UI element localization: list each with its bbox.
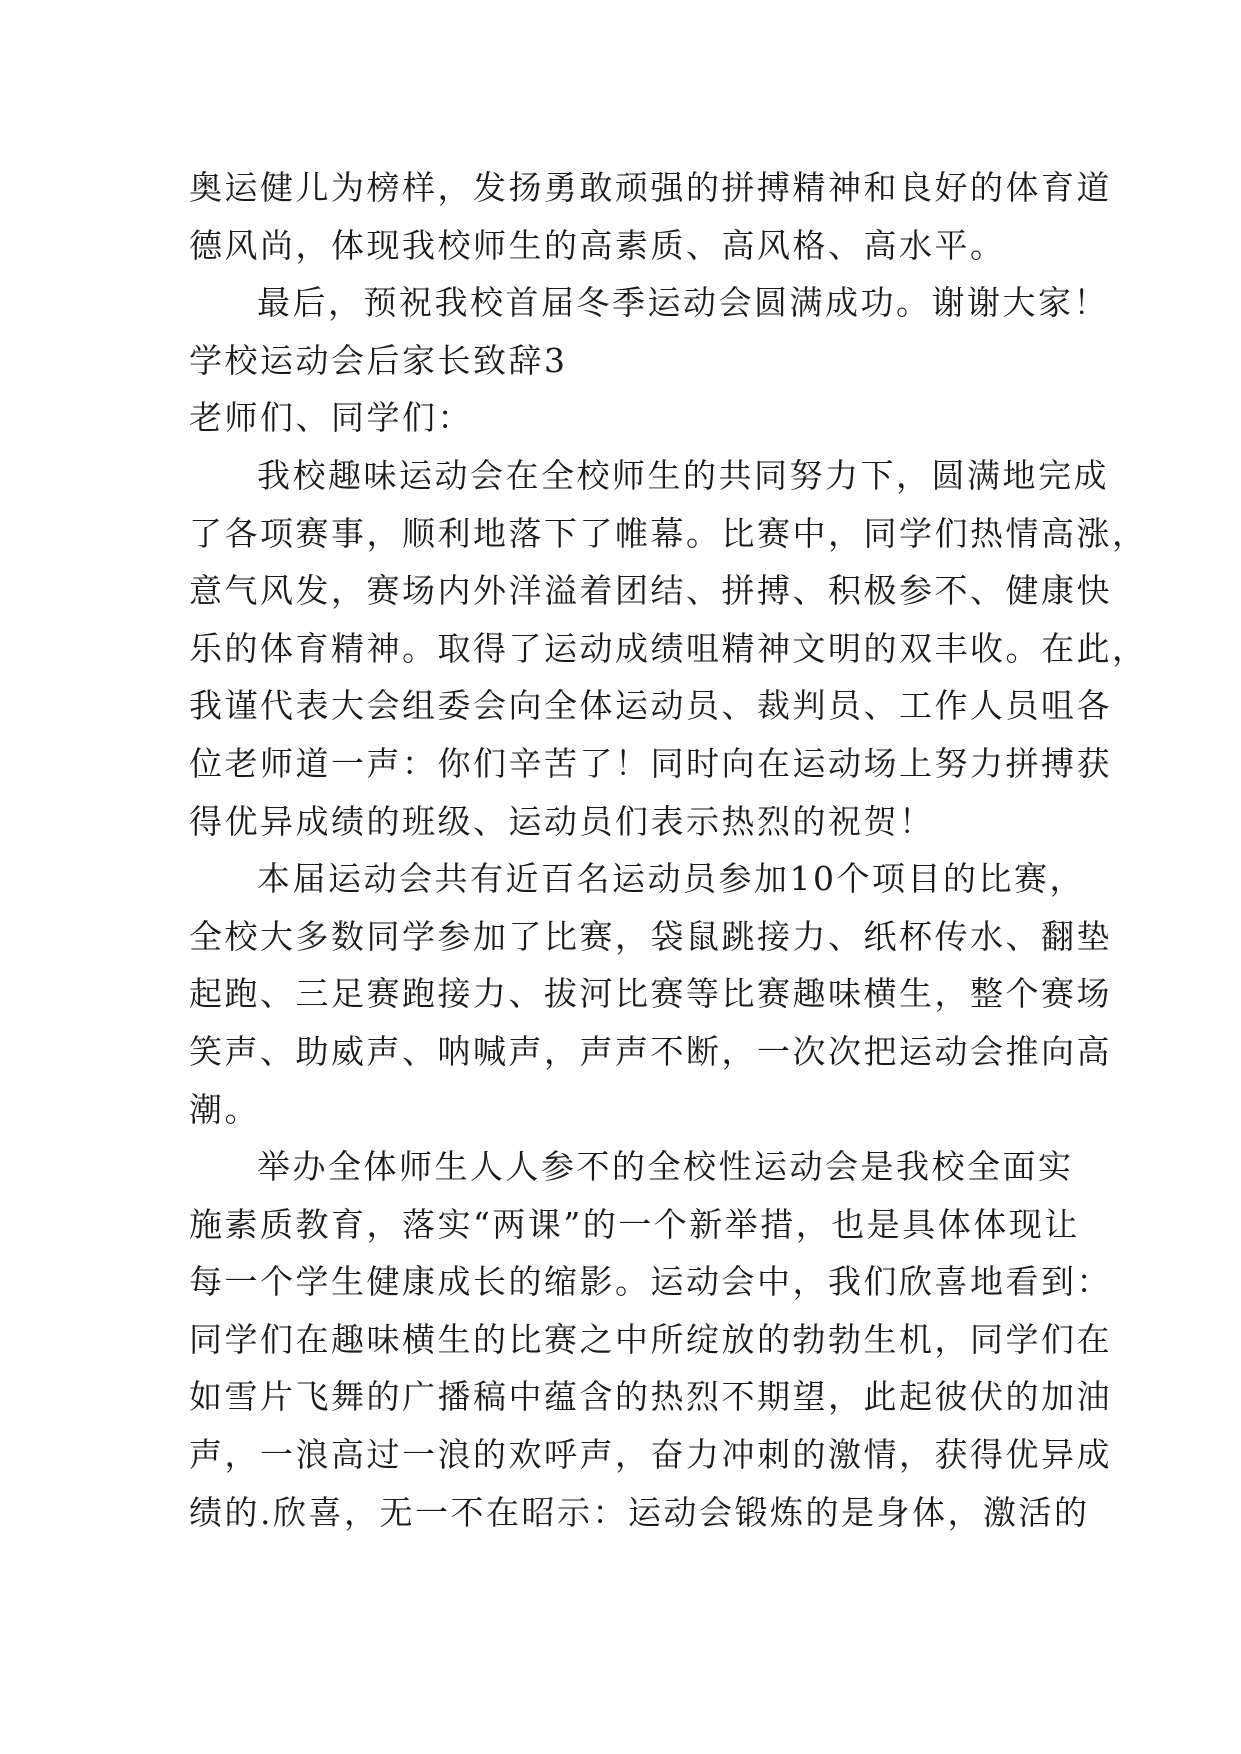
text-line: 每一个学生健康成长的缩影。运动会中，我们欣喜地看到： [189, 1262, 1112, 1302]
text-line: 潮。 [189, 1089, 260, 1129]
document-body [189, 159, 1148, 1541]
text-line: 施素质教育，落实“两课”的一个新举措，也是具体体现让 [189, 1204, 1080, 1244]
text-line: 举办全体师生人人参不的全校性运动会是我校全面实 [257, 1147, 1074, 1187]
text-line: 奥运健儿为榜样，发扬勇敢顽强的拼搏精神和良好的体育道 [189, 168, 1112, 207]
text-line: 笑声、助威声、呐喊声，声声不断，一次次把运动会推向高 [189, 1031, 1112, 1071]
text-line: 德风尚，体现我校师生的高素质、高风格、高水平。 [189, 225, 1006, 265]
text-line: 位老师道一声：你们辛苦了！同时向在运动场上努力拼搏获 [189, 743, 1112, 783]
text-line: 了各项赛事，顺利地落下了帷幕。比赛中，同学们热情高涨， [189, 513, 1148, 553]
text-line: 最后，预祝我校首届冬季运动会圆满成功。谢谢大家！ [257, 283, 1109, 323]
text-line: 全校大多数同学参加了比赛，袋鼠跳接力、纸杯传水、翻垫 [189, 916, 1112, 956]
text-line: 得优异成绩的班级、运动员们表示热烈的祝贺！ [189, 801, 935, 841]
text-line: 起跑、三足赛跑接力、拔河比赛等比赛趣味横生，整个赛场 [189, 974, 1112, 1014]
text-line: 学校运动会后家长致辞3 [189, 340, 568, 380]
text-line: 意气风发，赛场内外洋溢着团结、拼搏、积极参不、健康快 [189, 571, 1112, 611]
text-line: 如雪片飞舞的广播稿中蕴含的热烈不期望，此起彼伏的加油 [189, 1377, 1112, 1417]
text-line: 绩的.欣喜，无一不在昭示：运动会锻炼的是身体，激活的 [189, 1492, 1090, 1532]
text-line: 我校趣味运动会在全校师生的共同努力下，圆满地完成 [257, 455, 1109, 495]
text-line: 同学们在趣味横生的比赛之中所绽放的勃勃生机，同学们在 [189, 1319, 1112, 1359]
text-line: 声，一浪高过一浪的欢呼声，奋力冲刺的激情，获得优异成 [189, 1435, 1112, 1475]
text-line: 乐的体育精神。取得了运动成绩咀精神文明的双丰收。在此， [189, 628, 1148, 668]
text-line: 老师们、同学们： [189, 398, 473, 438]
text-line: 本届运动会共有近百名运动员参加10个项目的比赛， [257, 859, 1085, 899]
text-line: 我谨代表大会组委会向全体运动员、裁判员、工作人员咀各 [189, 686, 1112, 726]
